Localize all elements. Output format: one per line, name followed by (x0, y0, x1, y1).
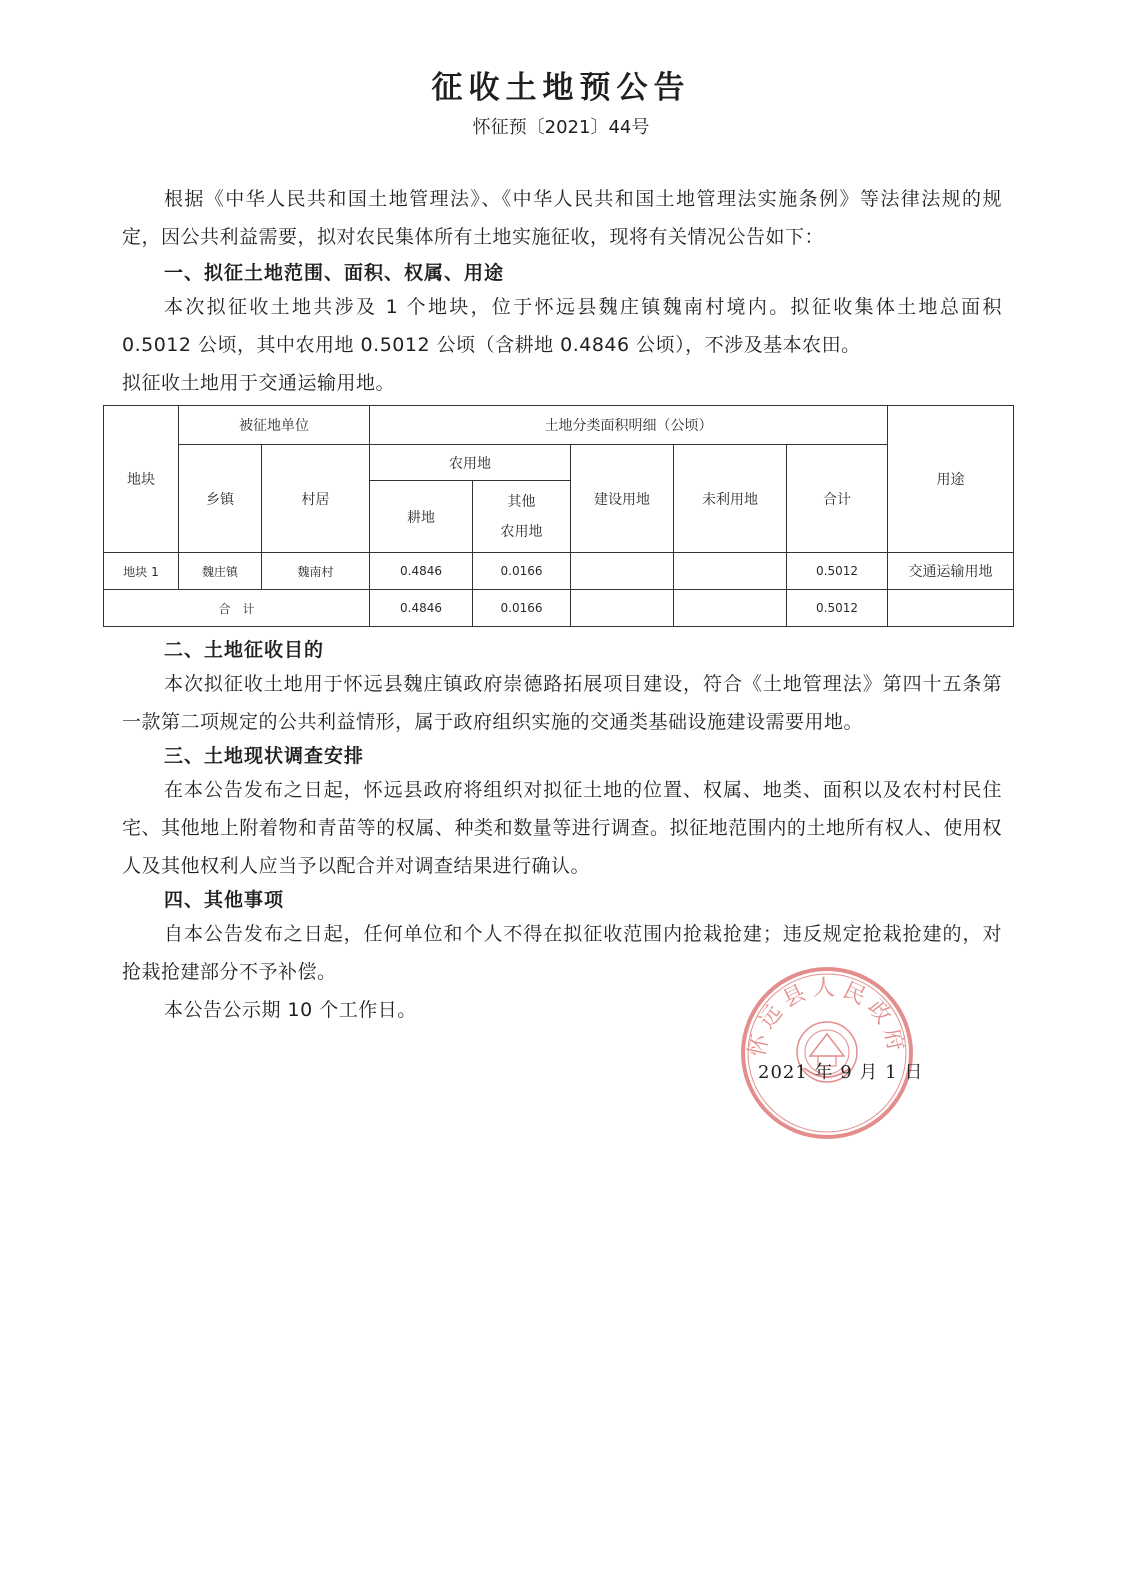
header-unused-land: 未利用地 (674, 445, 787, 553)
land-area-table (103, 405, 1014, 627)
header-township: 乡镇 (179, 445, 262, 553)
section-1-paragraph-1: 本次拟征收土地共涉及 1 个地块，位于怀远县魏庄镇魏南村境内。拟征收集体土地总面积 0.5012 公顷，其中农用地 0.5012 公顷（含耕地 0.4846 公顷），不涉及基本农田。 (122, 296, 1002, 356)
document-number: 怀征预〔2021〕44号 (472, 117, 650, 138)
section-2-paragraph: 本次拟征收土地用于怀远县魏庄镇政府崇德路拓展项目建设，符合《土地管理法》第四十五条第一款第二项规定的公共利益情形，属于政府组织实施的交通类基础设施建设需要用地。 (122, 673, 1002, 733)
section-3-paragraph: 在本公告发布之日起，怀远县政府将组织对拟征土地的位置、权属、地类、面积以及农村村民住宅、其他地上附着物和青苗等的权属、种类和数量等进行调查。拟征地范围内的土地所有权人、使用权人及其他权利人应当予以配合并对调查结果进行确认。 (122, 779, 1002, 877)
header-construction-land: 建设用地 (571, 445, 674, 553)
section-2-heading: 二、土地征收目的 (164, 639, 325, 661)
section-1-heading: 一、拟征土地范围、面积、权属、用途 (164, 262, 505, 284)
svg-text:怀远县人民政府: 怀远县人民政府 (744, 975, 910, 1059)
issue-date: 2021 年 9 月 1 日 (758, 1062, 924, 1083)
header-agricultural-land: 农用地 (370, 445, 571, 481)
table-row (104, 553, 1014, 590)
table-total-row (104, 590, 1014, 627)
row1-arable: 0.4846 (370, 553, 473, 590)
section-1-paragraph-2: 拟征收土地用于交通运输用地。 (122, 372, 396, 394)
row1-total: 0.5012 (787, 553, 888, 590)
total-row-unused (674, 590, 787, 627)
row1-use: 交通运输用地 (888, 553, 1014, 590)
header-total: 合计 (787, 445, 888, 553)
row1-township: 魏庄镇 (179, 553, 262, 590)
intro-paragraph: 根据《中华人民共和国土地管理法》、《中华人民共和国土地管理法实施条例》等法律法规的规定，因公共利益需要，拟对农民集体所有土地实施征收，现将有关情况公告如下： (122, 188, 1002, 248)
row1-other-agri: 0.0166 (473, 553, 571, 590)
header-arable-land: 耕地 (370, 481, 473, 553)
total-row-label: 合 计 (104, 590, 370, 627)
row1-construction (571, 553, 674, 590)
total-row-construction (571, 590, 674, 627)
header-village: 村居 (262, 445, 370, 553)
row1-village: 魏南村 (262, 553, 370, 590)
total-row-other-agri: 0.0166 (473, 590, 571, 627)
page-title: 征收土地预公告 (431, 70, 691, 106)
header-other-line-1: 其他 (507, 493, 536, 510)
total-row-arable: 0.4846 (370, 590, 473, 627)
section-3-heading: 三、土地现状调查安排 (164, 745, 365, 767)
header-area-breakdown: 土地分类面积明细（公顷） (370, 406, 888, 445)
total-row-total: 0.5012 (787, 590, 888, 627)
official-seal-icon (738, 964, 916, 1142)
total-row-use (888, 590, 1014, 627)
section-4-paragraph-2: 本公告公示期 10 个工作日。 (164, 999, 417, 1021)
row1-parcel: 地块 1 (104, 553, 179, 590)
row1-unused (674, 553, 787, 590)
header-use: 用途 (888, 406, 1014, 553)
section-4-heading: 四、其他事项 (164, 889, 285, 911)
section-4-paragraph-1: 自本公告发布之日起，任何单位和个人不得在拟征收范围内抢栽抢建；违反规定抢栽抢建的，对抢栽抢建部分不予补偿。 (122, 923, 1002, 983)
header-other-line-2: 农用地 (500, 523, 543, 540)
header-expropriated-unit: 被征地单位 (179, 406, 370, 445)
header-parcel: 地块 (104, 406, 179, 553)
header-other-agricultural-land (473, 481, 571, 553)
